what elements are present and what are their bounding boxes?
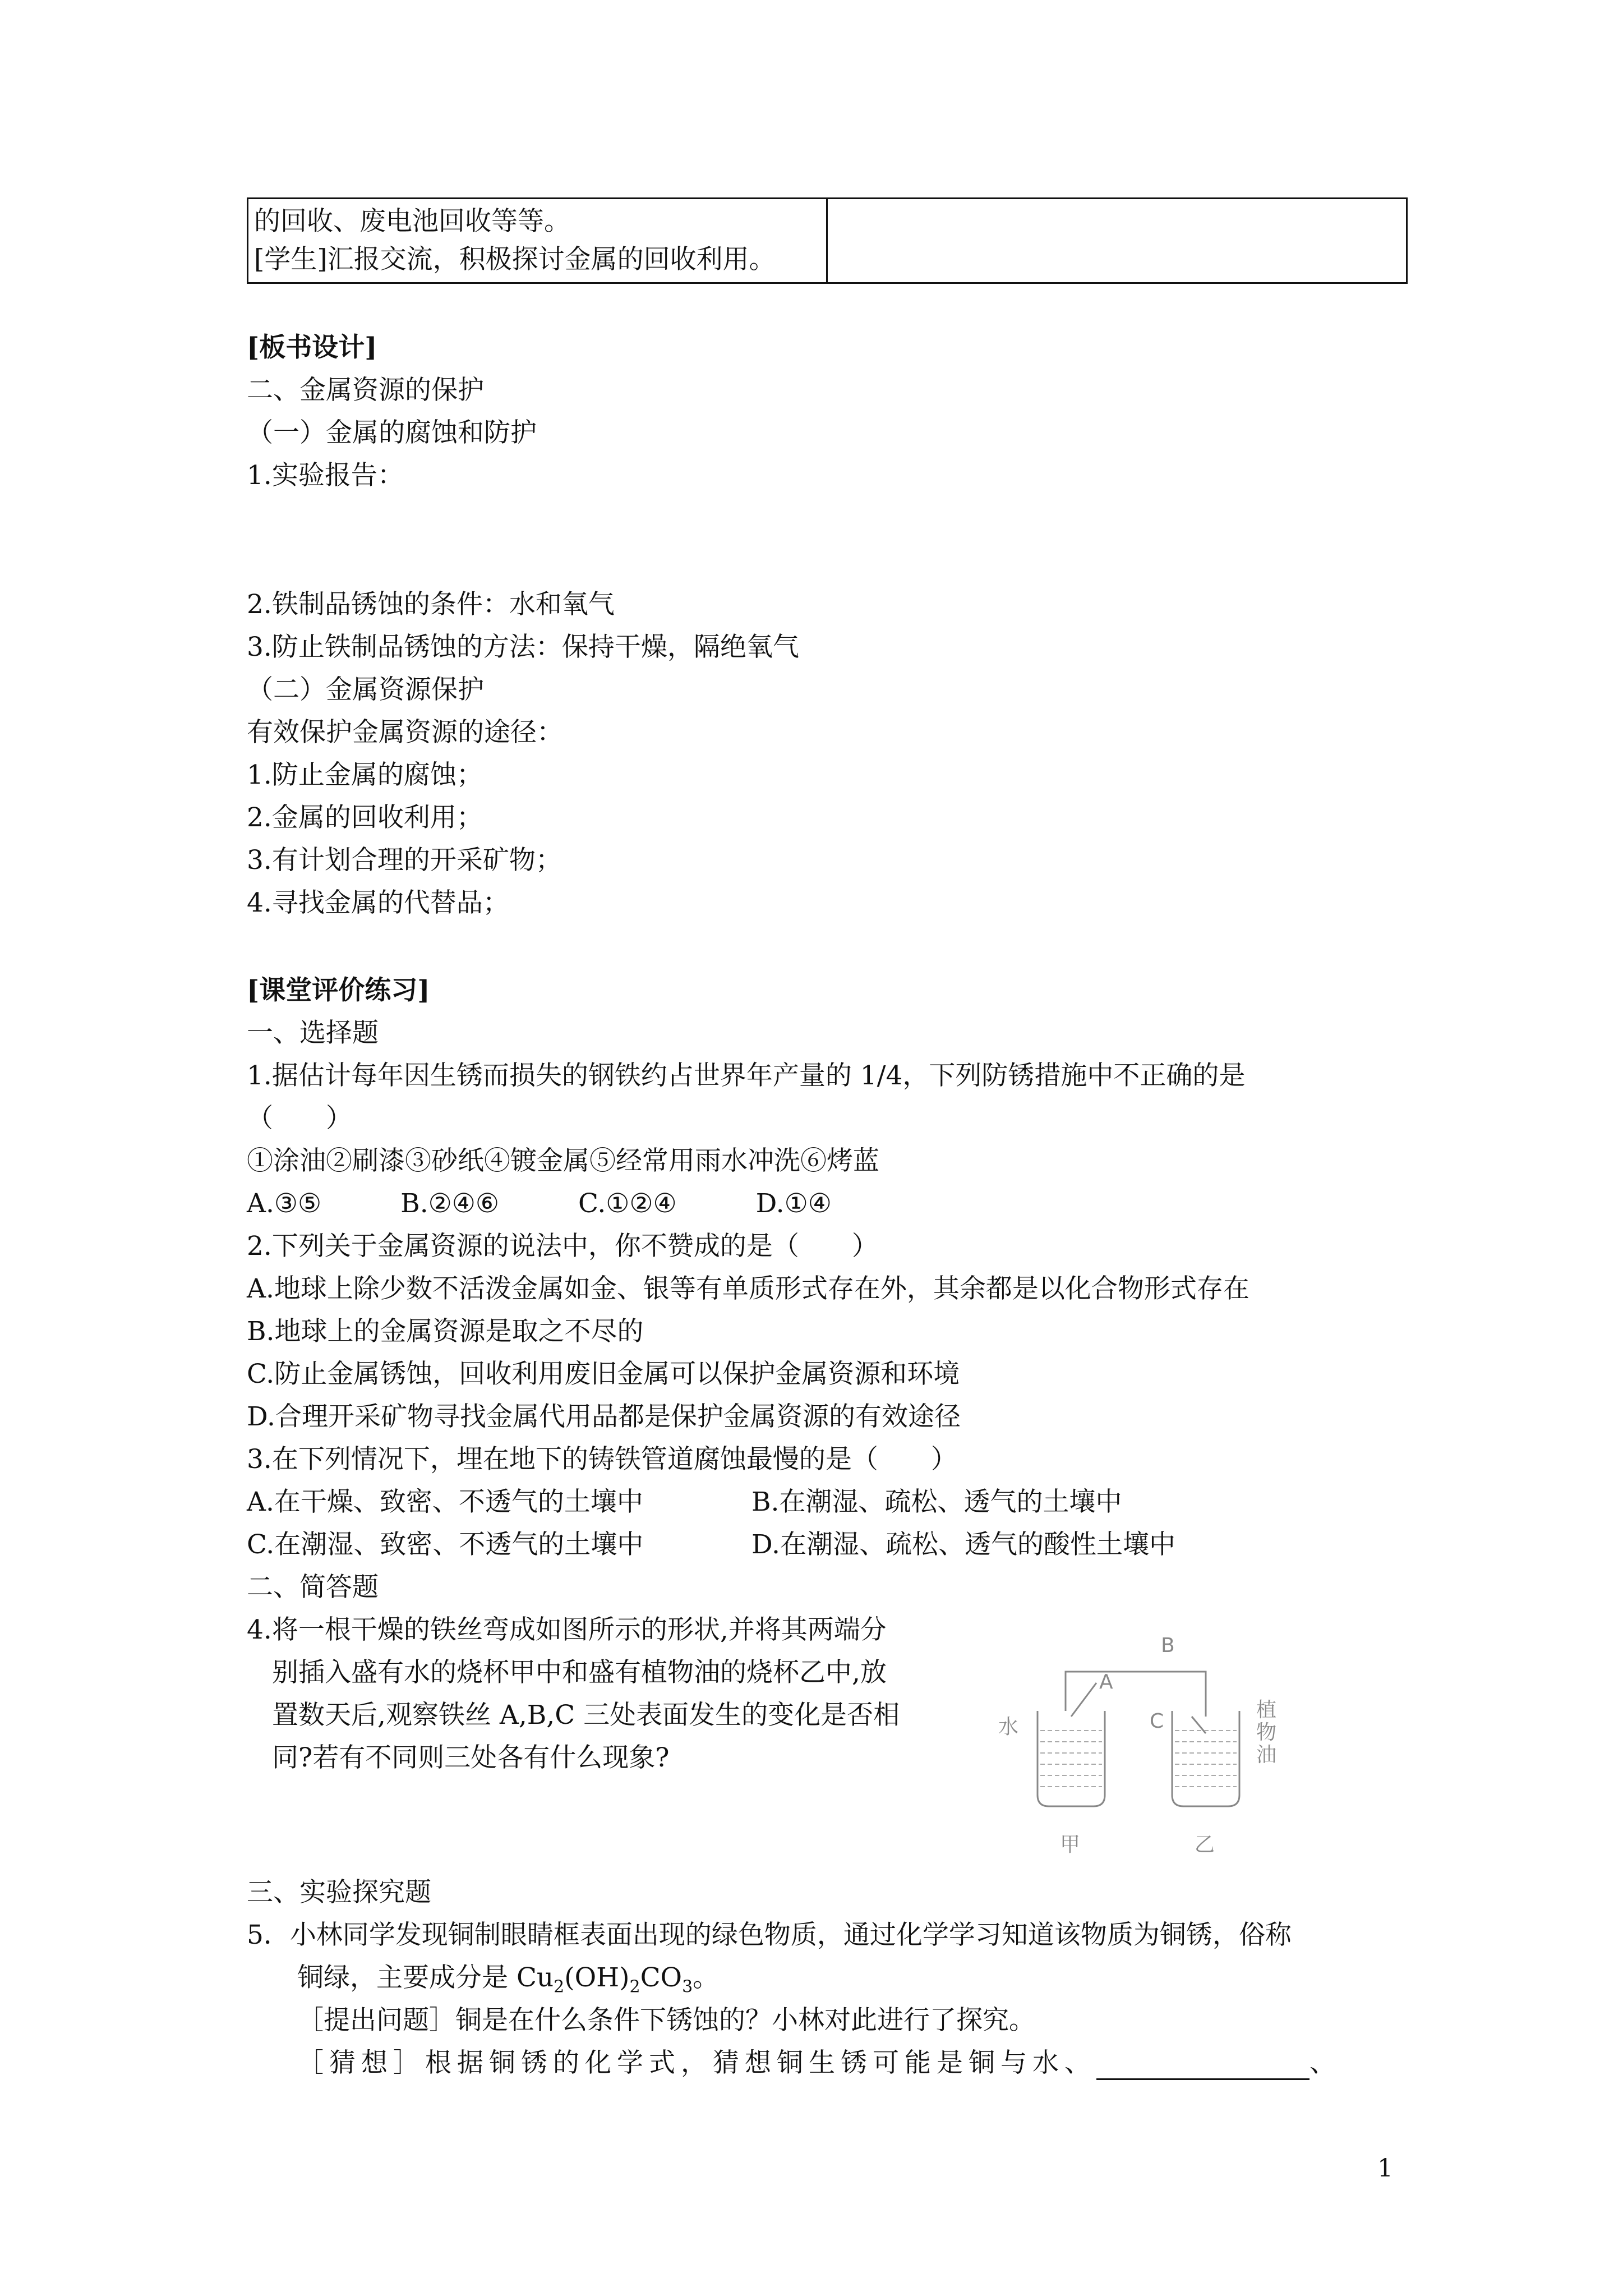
board-line: 有效保护金属资源的途径： bbox=[247, 717, 563, 748]
label-oil: 植 bbox=[1256, 1699, 1277, 1722]
section-title: 三、实验探究题 bbox=[247, 1877, 431, 1908]
question-4-line: 4.将一根干燥的铁丝弯成如图所示的形状,并将其两端分 bbox=[247, 1614, 887, 1645]
label-jia: 甲 bbox=[1060, 1833, 1081, 1856]
exercise-heading: [课堂评价练习] bbox=[247, 975, 430, 1006]
option-b: B.在潮湿、疏松、透气的土壤中 bbox=[751, 1487, 1122, 1517]
option-c: C.在潮湿、致密、不透气的土壤中 bbox=[247, 1529, 644, 1560]
question-2: 2.下列关于金属资源的说法中，你不赞成的是（ ） bbox=[247, 1231, 878, 1262]
question-5-formula-line: 铜绿，主要成分是 $Cu_2(OH)_2CO_3$。 bbox=[297, 1962, 720, 1997]
option-b: B.地球上的金属资源是取之不尽的 bbox=[247, 1316, 644, 1347]
question-5-line: ［提出问题］铜是在什么条件下锈蚀的？小林对此进行了探究。 bbox=[297, 2005, 1035, 2036]
label-water: 水 bbox=[998, 1715, 1019, 1738]
option-c: C.防止金属锈蚀，回收利用废旧金属可以保护金属资源和环境 bbox=[247, 1359, 960, 1389]
option-d: D.合理开采矿物寻找金属代用品都是保护金属资源的有效途径 bbox=[247, 1401, 961, 1432]
section-title: 一、选择题 bbox=[247, 1018, 379, 1048]
board-line: 二、金属资源的保护 bbox=[247, 375, 484, 406]
fill-blank[interactable] bbox=[1096, 2050, 1310, 2080]
table-right-cell bbox=[827, 199, 1407, 283]
label-oil: 物 bbox=[1256, 1721, 1277, 1744]
label-a: A bbox=[1099, 1671, 1113, 1694]
table-left-cell bbox=[248, 199, 827, 283]
option-d: D.在潮湿、疏松、透气的酸性土壤中 bbox=[751, 1529, 1175, 1560]
option-a: A.地球上除少数不活泼金属如金、银等有单质形式存在外，其余都是以化合物形式存在 bbox=[247, 1273, 1249, 1304]
question-1-options: A.③⑤ B.②④⑥ C.①②④ D.①④ bbox=[247, 1188, 832, 1219]
board-heading: [板书设计] bbox=[247, 332, 377, 363]
lesson-table bbox=[247, 197, 1408, 284]
board-line: （一）金属的腐蚀和防护 bbox=[247, 417, 537, 448]
question-5-line: ［猜想］根据铜锈的化学式，猜想铜生锈可能是铜与水、 、 bbox=[297, 2046, 1341, 2080]
question-5-line: 5．小林同学发现铜制眼睛框表面出现的绿色物质，通过化学学习知道该物质为铜锈，俗称 bbox=[247, 1920, 1292, 1950]
board-line: 3.有计划合理的开采矿物； bbox=[247, 845, 562, 876]
question-1: 1.据估计每年因生锈而损失的钢铁约占世界年产量的 1/4，下列防锈措施中不正确的是 bbox=[247, 1060, 1246, 1091]
question-1-items: ①涂油②刷漆③砂纸④镀金属⑤经常用雨水冲洗⑥烤蓝 bbox=[247, 1145, 879, 1176]
board-line: 2.金属的回收利用； bbox=[247, 802, 483, 833]
board-line: 2.铁制品锈蚀的条件：水和氧气 bbox=[247, 589, 615, 620]
table-line: 的回收、废电池回收等等。 bbox=[254, 206, 570, 237]
board-line: 1.实验报告： bbox=[247, 460, 404, 491]
option-a: A.在干燥、致密、不透气的土壤中 bbox=[247, 1487, 643, 1517]
answer-paren: （ ） bbox=[247, 1103, 352, 1134]
label-yi: 乙 bbox=[1195, 1833, 1215, 1856]
board-line: 4.寻找金属的代替品； bbox=[247, 887, 509, 918]
section-title: 二、简答题 bbox=[247, 1572, 379, 1603]
table-line: [学生]汇报交流，积极探讨金属的回收利用。 bbox=[254, 244, 776, 275]
question-4-line: 别插入盛有水的烧杯甲中和盛有植物油的烧杯乙中,放 bbox=[272, 1657, 887, 1688]
board-line: 1.防止金属的腐蚀； bbox=[247, 760, 483, 790]
label-c: C bbox=[1150, 1710, 1164, 1733]
page-number: 1 bbox=[1377, 2154, 1393, 2183]
label-oil: 油 bbox=[1256, 1743, 1277, 1766]
question-3: 3.在下列情况下，埋在地下的铸铁管道腐蚀最慢的是（ ） bbox=[247, 1444, 957, 1475]
iron-wire-beaker-figure bbox=[987, 1627, 1335, 1879]
question-4-line: 同?若有不同则三处各有什么现象? bbox=[272, 1742, 670, 1773]
board-line: 3.防止铁制品锈蚀的方法：保持干燥，隔绝氧气 bbox=[247, 632, 799, 662]
board-line: （二）金属资源保护 bbox=[247, 674, 484, 705]
question-4-line: 置数天后,观察铁丝 A,B,C 三处表面发生的变化是否相 bbox=[272, 1700, 900, 1731]
label-b: B bbox=[1161, 1634, 1175, 1657]
